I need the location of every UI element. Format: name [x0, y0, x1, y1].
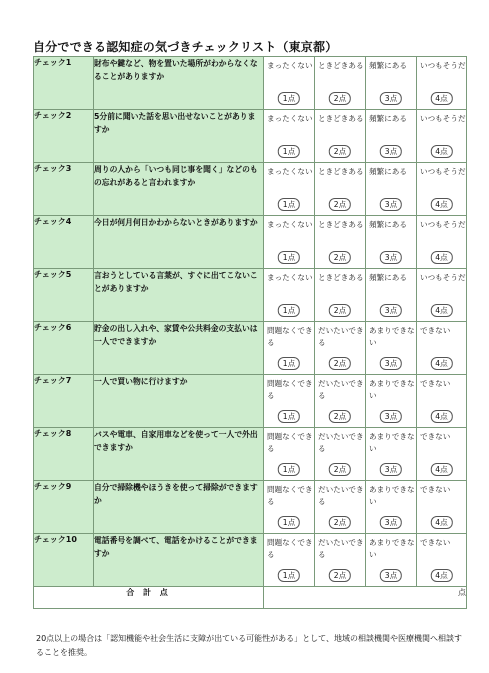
check-number: チェック1	[34, 57, 94, 110]
answer-option-label: ときどきある	[318, 273, 364, 282]
check-number: チェック9	[34, 481, 94, 534]
answer-option-label: だいたいできる	[318, 538, 364, 559]
score-button[interactable]: 4点	[430, 569, 452, 582]
answer-option-label: 問題なくできる	[267, 326, 313, 347]
score-button[interactable]: 1点	[278, 516, 300, 529]
answer-option-label: まったくない	[267, 273, 313, 282]
answer-option-label: いつもそうだ	[420, 273, 466, 282]
score-button[interactable]: 4点	[430, 357, 452, 370]
score-button[interactable]: 2点	[329, 516, 351, 529]
page-title: 自分でできる認知症の気づきチェックリスト（東京都）	[33, 40, 338, 54]
check-question: 貯金の出し入れや、家賃や公共料金の支払いは一人でできますか	[94, 322, 264, 375]
answer-option[interactable]	[264, 375, 315, 428]
answer-option[interactable]	[366, 428, 417, 481]
answer-option-label: あまりできない	[369, 538, 415, 559]
score-button[interactable]: 1点	[278, 92, 300, 105]
check-number: チェック3	[34, 163, 94, 216]
answer-option[interactable]	[264, 216, 315, 269]
answer-option[interactable]	[417, 216, 467, 269]
answer-option[interactable]	[366, 163, 417, 216]
answer-option[interactable]	[264, 322, 315, 375]
score-button[interactable]: 4点	[430, 145, 452, 158]
check-number: チェック6	[34, 322, 94, 375]
score-button[interactable]: 1点	[278, 304, 300, 317]
score-button[interactable]: 2点	[329, 251, 351, 264]
answer-option-label: まったくない	[267, 220, 313, 229]
score-button[interactable]: 1点	[278, 569, 300, 582]
answer-option-label: だいたいできる	[318, 379, 364, 400]
footnote: 20点以上の場合は「認知機能や社会生活に支障が出ている可能性がある」として、地域の相談機関や医療機関へ相談することを推奨。	[36, 634, 463, 657]
answer-option[interactable]	[264, 534, 315, 587]
answer-option-label: だいたいできる	[318, 432, 364, 453]
answer-option[interactable]	[366, 481, 417, 534]
score-button[interactable]: 4点	[430, 92, 452, 105]
answer-option-label: あまりできない	[369, 432, 415, 453]
answer-option-label: だいたいできる	[318, 326, 364, 347]
answer-option-label: 問題なくできる	[267, 379, 313, 400]
answer-option[interactable]	[315, 322, 366, 375]
answer-option-label: 頻繁にある	[369, 114, 407, 123]
answer-option-label: まったくない	[267, 61, 313, 70]
score-button[interactable]: 4点	[430, 251, 452, 264]
answer-option-label: 頻繁にある	[369, 61, 407, 70]
answer-option[interactable]	[417, 269, 467, 322]
score-button[interactable]: 3点	[380, 304, 402, 317]
score-button[interactable]: 3点	[380, 198, 402, 211]
check-question: 財布や鍵など、物を置いた場所がわからなくなることがありますか	[94, 57, 264, 110]
answer-option[interactable]	[315, 216, 366, 269]
answer-option-label: まったくない	[267, 167, 313, 176]
answer-option[interactable]	[264, 428, 315, 481]
answer-option[interactable]	[315, 269, 366, 322]
score-button[interactable]: 1点	[278, 463, 300, 476]
answer-option[interactable]	[417, 110, 467, 163]
answer-option-label: ときどきある	[318, 167, 364, 176]
score-button[interactable]: 2点	[329, 569, 351, 582]
answer-option[interactable]	[417, 428, 467, 481]
answer-option[interactable]	[264, 57, 315, 110]
check-question: 5分前に聞いた話を思い出せないことがありますか	[94, 110, 264, 163]
score-button[interactable]: 4点	[430, 516, 452, 529]
answer-option-label: あまりできない	[369, 485, 415, 506]
score-button[interactable]: 3点	[380, 92, 402, 105]
score-button[interactable]: 4点	[430, 198, 452, 211]
check-number: チェック8	[34, 428, 94, 481]
check-number: チェック5	[34, 269, 94, 322]
answer-option[interactable]	[264, 269, 315, 322]
score-button[interactable]: 1点	[278, 357, 300, 370]
answer-option-label: できない	[420, 326, 451, 335]
checklist-row	[34, 428, 467, 481]
answer-option[interactable]	[417, 375, 467, 428]
answer-option-label: 問題なくできる	[267, 485, 313, 506]
total-score-field[interactable]: 点	[264, 587, 467, 609]
score-button[interactable]: 2点	[329, 463, 351, 476]
score-button[interactable]: 3点	[380, 357, 402, 370]
check-question: 言おうとしている言葉が、すぐに出てこないことがありますか	[94, 269, 264, 322]
answer-option-label: 問題なくできる	[267, 432, 313, 453]
answer-option-label: 問題なくできる	[267, 538, 313, 559]
score-button[interactable]: 3点	[380, 463, 402, 476]
answer-option[interactable]	[264, 163, 315, 216]
answer-option-label: いつもそうだ	[420, 114, 466, 123]
answer-option[interactable]	[417, 57, 467, 110]
answer-option-label: いつもそうだ	[420, 167, 466, 176]
answer-option[interactable]	[417, 163, 467, 216]
answer-option[interactable]	[366, 110, 417, 163]
score-button[interactable]: 1点	[278, 410, 300, 423]
answer-option-label: あまりできない	[369, 379, 415, 400]
answer-option[interactable]	[366, 375, 417, 428]
answer-option-label: まったくない	[267, 114, 313, 123]
answer-option[interactable]	[417, 322, 467, 375]
check-number: チェック7	[34, 375, 94, 428]
answer-option-label: できない	[420, 432, 451, 441]
check-question: 今日が何月何日かわからないときがありますか	[94, 216, 264, 269]
answer-option-label: 頻繁にある	[369, 167, 407, 176]
answer-option-label: 頻繁にある	[369, 220, 407, 229]
score-button[interactable]: 1点	[278, 251, 300, 264]
score-button[interactable]: 2点	[329, 198, 351, 211]
score-button[interactable]: 3点	[380, 569, 402, 582]
answer-option-label: いつもそうだ	[420, 61, 466, 70]
total-row	[34, 587, 467, 609]
score-button[interactable]: 2点	[329, 410, 351, 423]
checklist-row	[34, 110, 467, 163]
answer-option-label: できない	[420, 379, 451, 388]
answer-option-label: あまりできない	[369, 326, 415, 347]
check-question: 自分で掃除機やほうきを使って掃除ができますか	[94, 481, 264, 534]
score-button[interactable]: 3点	[380, 516, 402, 529]
check-number: チェック4	[34, 216, 94, 269]
answer-option-label: できない	[420, 538, 451, 547]
score-button[interactable]: 3点	[380, 145, 402, 158]
score-button[interactable]: 1点	[278, 198, 300, 211]
checklist-row	[34, 481, 467, 534]
checklist-row	[34, 163, 467, 216]
score-button[interactable]: 4点	[430, 463, 452, 476]
check-question: 一人で買い物に行けますか	[94, 375, 264, 428]
answer-option[interactable]	[366, 216, 417, 269]
answer-option-label: ときどきある	[318, 114, 364, 123]
answer-option-label: だいたいできる	[318, 485, 364, 506]
score-button[interactable]: 3点	[380, 251, 402, 264]
answer-option-label: いつもそうだ	[420, 220, 466, 229]
answer-option[interactable]	[366, 57, 417, 110]
answer-option[interactable]	[264, 110, 315, 163]
check-question: 周りの人から「いつも同じ事を聞く」などのもの忘れがあると言われますか	[94, 163, 264, 216]
score-button[interactable]: 2点	[329, 304, 351, 317]
answer-option[interactable]	[366, 322, 417, 375]
checklist-row	[34, 322, 467, 375]
check-question: 電話番号を調べて、電話をかけることができますか	[94, 534, 264, 587]
answer-option-label: ときどきある	[318, 61, 364, 70]
check-number: チェック10	[34, 534, 94, 587]
answer-option[interactable]	[315, 163, 366, 216]
total-label: 合 計 点	[34, 587, 264, 609]
answer-option[interactable]	[366, 269, 417, 322]
checklist-row	[34, 534, 467, 587]
answer-option[interactable]	[315, 110, 366, 163]
score-button[interactable]: 4点	[430, 304, 452, 317]
answer-option[interactable]	[417, 534, 467, 587]
checklist-row	[34, 57, 467, 110]
checklist-row	[34, 269, 467, 322]
answer-option[interactable]	[315, 57, 366, 110]
score-button[interactable]: 2点	[329, 357, 351, 370]
check-number: チェック2	[34, 110, 94, 163]
answer-option-label: できない	[420, 485, 451, 494]
answer-option-label: ときどきある	[318, 220, 364, 229]
answer-option[interactable]	[315, 534, 366, 587]
answer-option[interactable]	[264, 481, 315, 534]
check-question: バスや電車、自家用車などを使って一人で外出できますか	[94, 428, 264, 481]
score-button[interactable]: 3点	[380, 410, 402, 423]
score-button[interactable]: 2点	[329, 92, 351, 105]
answer-option-label: 頻繁にある	[369, 273, 407, 282]
score-button[interactable]: 4点	[430, 410, 452, 423]
answer-option[interactable]	[315, 375, 366, 428]
answer-option[interactable]	[315, 428, 366, 481]
score-button[interactable]: 2点	[329, 145, 351, 158]
answer-option[interactable]	[366, 534, 417, 587]
answer-option[interactable]	[417, 481, 467, 534]
checklist-table	[33, 56, 467, 609]
answer-option[interactable]	[315, 481, 366, 534]
checklist-row	[34, 216, 467, 269]
score-button[interactable]: 1点	[278, 145, 300, 158]
checklist-row	[34, 375, 467, 428]
